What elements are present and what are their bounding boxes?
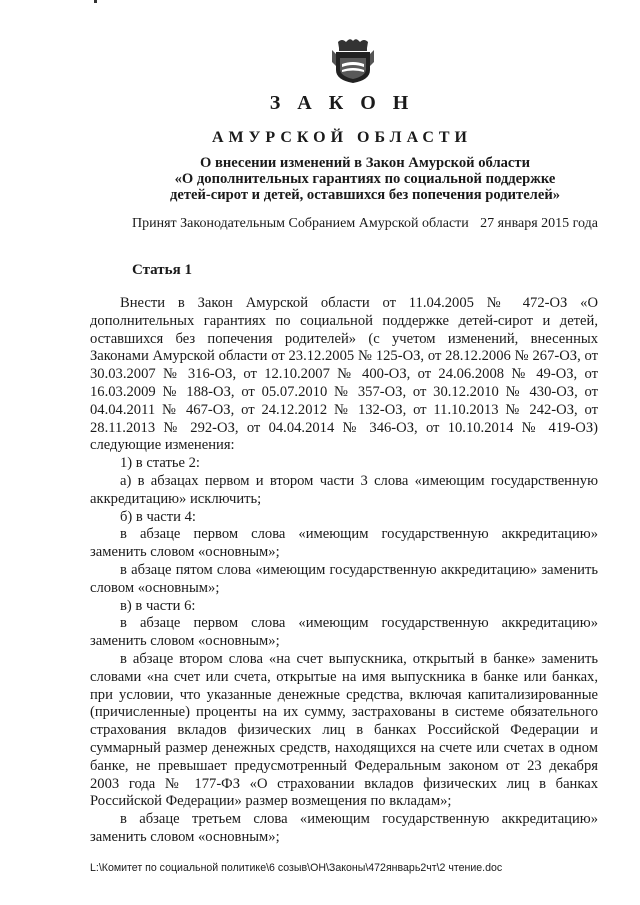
paragraph: в) в части 6: [120, 597, 196, 614]
law-title: З А К О Н [269, 92, 415, 114]
subject-line: «О дополнительных гарантиях по социальной поддержке [174, 171, 556, 187]
paragraph: 1) в статье 2: [120, 455, 200, 472]
paragraph: в абзаце третьем слова «имеющим государственную аккредитацию» заменить словом «основным»; [90, 811, 598, 845]
adopted-by: Принят Законодательным Собранием Амурской области [132, 216, 469, 231]
paragraph: в абзаце первом слова «имеющим государственную аккредитацию» заменить словом «основным»; [90, 615, 598, 650]
paragraph: в абзаце пятом слова «имеющим государственную аккредитацию» заменить словом «основным»; [90, 561, 598, 596]
paragraph: Внести в Закон Амурской области от 11.04.2005 № 472-ОЗ «О дополнительных гарантиях по социальной поддержке детей-сирот и детей, оставшихся без попечения родителей» (с учетом изменений, внесенных Законами Амурской области от 23.12.2005 № 125-ОЗ, от 28.12.2006 № 267-ОЗ, от 30.03.2007 № 316-ОЗ, от 12.10.2007 № 400-ОЗ, от 24.06.2008 № 49-ОЗ, от 16.03.2009 № 188-ОЗ, от 05.07.2010 № 357-ОЗ, от 30.12.2010 № 430-ОЗ, от 04.04.2011 № 467-ОЗ, от 24.12.2012 № 132-ОЗ, от 11.10.2013 № 242-ОЗ, от 28.11.2013 № 292-ОЗ, от 04.04.2014 № 346-ОЗ, от 10.10.2014 № 419-ОЗ) следующие изменения: [90, 295, 598, 454]
region-title: АМУРСКОЙ ОБЛАСТИ [212, 129, 472, 146]
article-heading: Статья 1 [132, 262, 192, 278]
paragraph: в абзаце первом слова «имеющим государственную аккредитацию» заменить словом «основным»; [90, 526, 598, 561]
scan-mark [94, 0, 97, 3]
law-subject [130, 155, 600, 203]
paragraph: а) в абзацах первом и втором части 3 слова «имеющим государственную аккредитацию» исключить; [90, 472, 598, 507]
adopted-date: 27 января 2015 года [480, 216, 598, 231]
subject-line: О внесении изменений в Закон Амурской области [199, 155, 530, 171]
paragraph: в абзаце втором слова «на счет выпускника, открытый в банке» заменить словами «на счет или счета, открытые на имя выпускника в банке или банках, при условии, что указанные денежные средства, включая капитализированные (причисленные) проценты на их сумму, застрахованы в системе обязательного страхования вкладов физических лиц в банках Российской Федерации и суммарный размер денежных средств, находящихся на счете или счетах в одном банке, не превышает предусмотренный Федеральным законом от 23 декабря 2003 года № 177-ФЗ «О страховании вкладов физических лиц в банках Российской Федерации» размер возмещения по вкладам»; [90, 650, 598, 810]
coat-of-arms-icon [330, 36, 376, 84]
paragraph: б) в части 4: [120, 508, 196, 525]
subject-line: детей-сирот и детей, оставшихся без попечения родителей» [169, 187, 561, 203]
file-path-footer: L:\Комитет по социальной политике\6 созыв\ОН\Законы\472январь2чт\2 чтение.doc [90, 862, 503, 874]
adoption-line [132, 216, 598, 232]
article-body [90, 295, 598, 847]
